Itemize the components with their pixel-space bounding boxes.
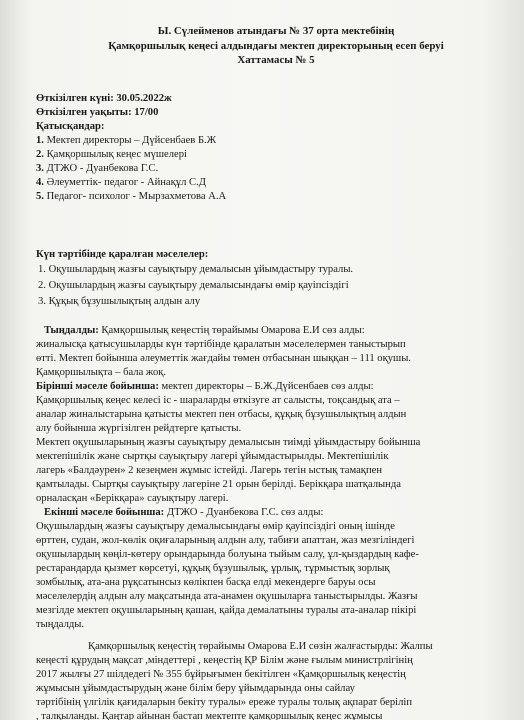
heard-paragraph: Тыңдалды: Қамқоршылық кеңестің төрайымы Омарова Е.И сөз алды: жиналысқа қатысушыларды күн тәртібінде қаралатын мәселелермен таныстырып өтті. Мектеп бойынша әлеуметтік жағдайы төмен отбасынан шыққан – 111 оқушы. Қамқоршылықта – бала жоқ.	[36, 324, 411, 378]
chair-continuation-paragraph: Қамқоршылық кеңестің төрайымы Омарова Е.И сөзін жалғастырды: Жалпы кеңесті құрудың мақсат ,міндеттері , кеңестің ҚР Білім және ғылым министрлігінің 2017 жылғы 27 шілдедегі № 355 бұйрығымен бекітілген «Қамқоршылық кеңестің жұмысын ұйымдастырудың және білім беру ұйымдарында оны сайлау тәртібінің үлгілік қағидаларын бекіту туралы» ереже туралы толық ақпарат беріліп , талқыланды. Қаңтар айынан бастап мектепте қамқоршылық кеңес жұмысы	[36, 640, 433, 720]
first-issue-paragraph: Бірінші мәселе бойынша: мектеп директоры – Б.Ж.Дүйсенбаев сөз алды: Қамқоршылық кеңес келесі іс - шараларды өткізуге ат салысты, тоқсандық ата – аналар жиналыстарына қатысты мектеп пен отбасы, құқық бұзушылықтың алдын алу бойынша жүргізілген рейдтерге қатысты. Мектеп оқушыларының жазғы сауықтыру демалысын тиімді ұйымдастыру бойынша мектепішілік және сыртқы сауықтыру лагері ұйымдастырылды. Мектепішілік лагерь «Балдәурен» 2 кезеңмен жұмыс істейді. Лагерь тегін ыстық тамақпен қамтылады. Сыртқы сауықтыру лагеріне 21 орын берілді. Берікқара шатқалында орналасқан «Берікқара» сауықтыру лагері.	[36, 380, 421, 504]
second-issue-label: Екінші мәселе бойынша:	[44, 506, 165, 518]
heard-label: Тыңдалды:	[44, 324, 99, 336]
second-issue-paragraph: Екінші мәселе бойынша: ДТЖО - Дуанбекова Г.С. сөз алды: Оқушылардың жазғы сауықтыру демалысындағы өмір қауіпсіздігі оның ішінде өрттен, судан, жол-көлік оқиғаларының алдын алу, табиғи апаттан, жаз мезгіліндегі оқушылардың көңіл-көтеру орындарында болуына тыйым салу, ұл-қыздардың кафе- рестарандарда қызмет көрсетуі, құқық бұзушылық, ұрлық, тұрмыстық зорлық зомбылық, ата-ана рұқсатынсыз көлікпен басқа елді мекендерге баруы осы мәселелердің алдын алу мақсатында ата-анамен оқушыларға таныстырылды. Жазғы мезгілде мектеп оқушыларының қашан, қайда демалатыны туралы ата-аналар пікірі тыңдалды.	[36, 506, 419, 630]
first-issue-label: Бірінші мәселе бойынша:	[36, 380, 159, 392]
protocol-document	[36, 24, 492, 720]
attendee-item: 1. Мектеп директоры – Дүйсенбаев Б.Ж	[36, 134, 217, 146]
agenda-section	[36, 248, 492, 310]
agenda-label: Күн тәртібінде қаралған мәселелер:	[36, 248, 209, 260]
meeting-date: Өткізілген күні: 30.05.2022ж	[36, 92, 172, 104]
agenda-item: 2. Оқушылардың жазғы сауықтыру демалысындағы өмір қауіпсіздігі	[38, 279, 349, 291]
title-protocol-number: Хаттамасы № 5	[237, 54, 315, 66]
attendee-item: 3. ДТЖО - Дуанбекова Г.С.	[36, 162, 159, 174]
attendee-item: 2. Қамқоршылық кеңес мүшелері	[36, 148, 187, 160]
meeting-time: Өткізілген уақыты: 17/00	[36, 106, 159, 118]
document-title	[60, 24, 492, 68]
attendees-list	[36, 134, 492, 204]
title-report-line: Қамқоршылық кеңесі алдындағы мектеп директорының есеп беруі	[108, 39, 444, 52]
title-school-line: Ы. Сүлейменов атындағы № 37 орта мектебінің	[157, 25, 395, 37]
agenda-item: 1. Оқушылардың жазғы сауықтыру демалысын ұйымдастыру туралы.	[38, 263, 354, 275]
attendee-item: 4. Әлеуметтік- педагог - Айнақұл С.Д	[36, 176, 206, 188]
attendees-label: Қатысқандар:	[36, 120, 105, 132]
meeting-meta	[36, 92, 492, 204]
attendee-item: 5. Педагог- психолог - Мырзахметова А.А	[36, 190, 227, 202]
agenda-item: 3. Құқық бұзушылықтың алдын алу	[38, 295, 201, 307]
